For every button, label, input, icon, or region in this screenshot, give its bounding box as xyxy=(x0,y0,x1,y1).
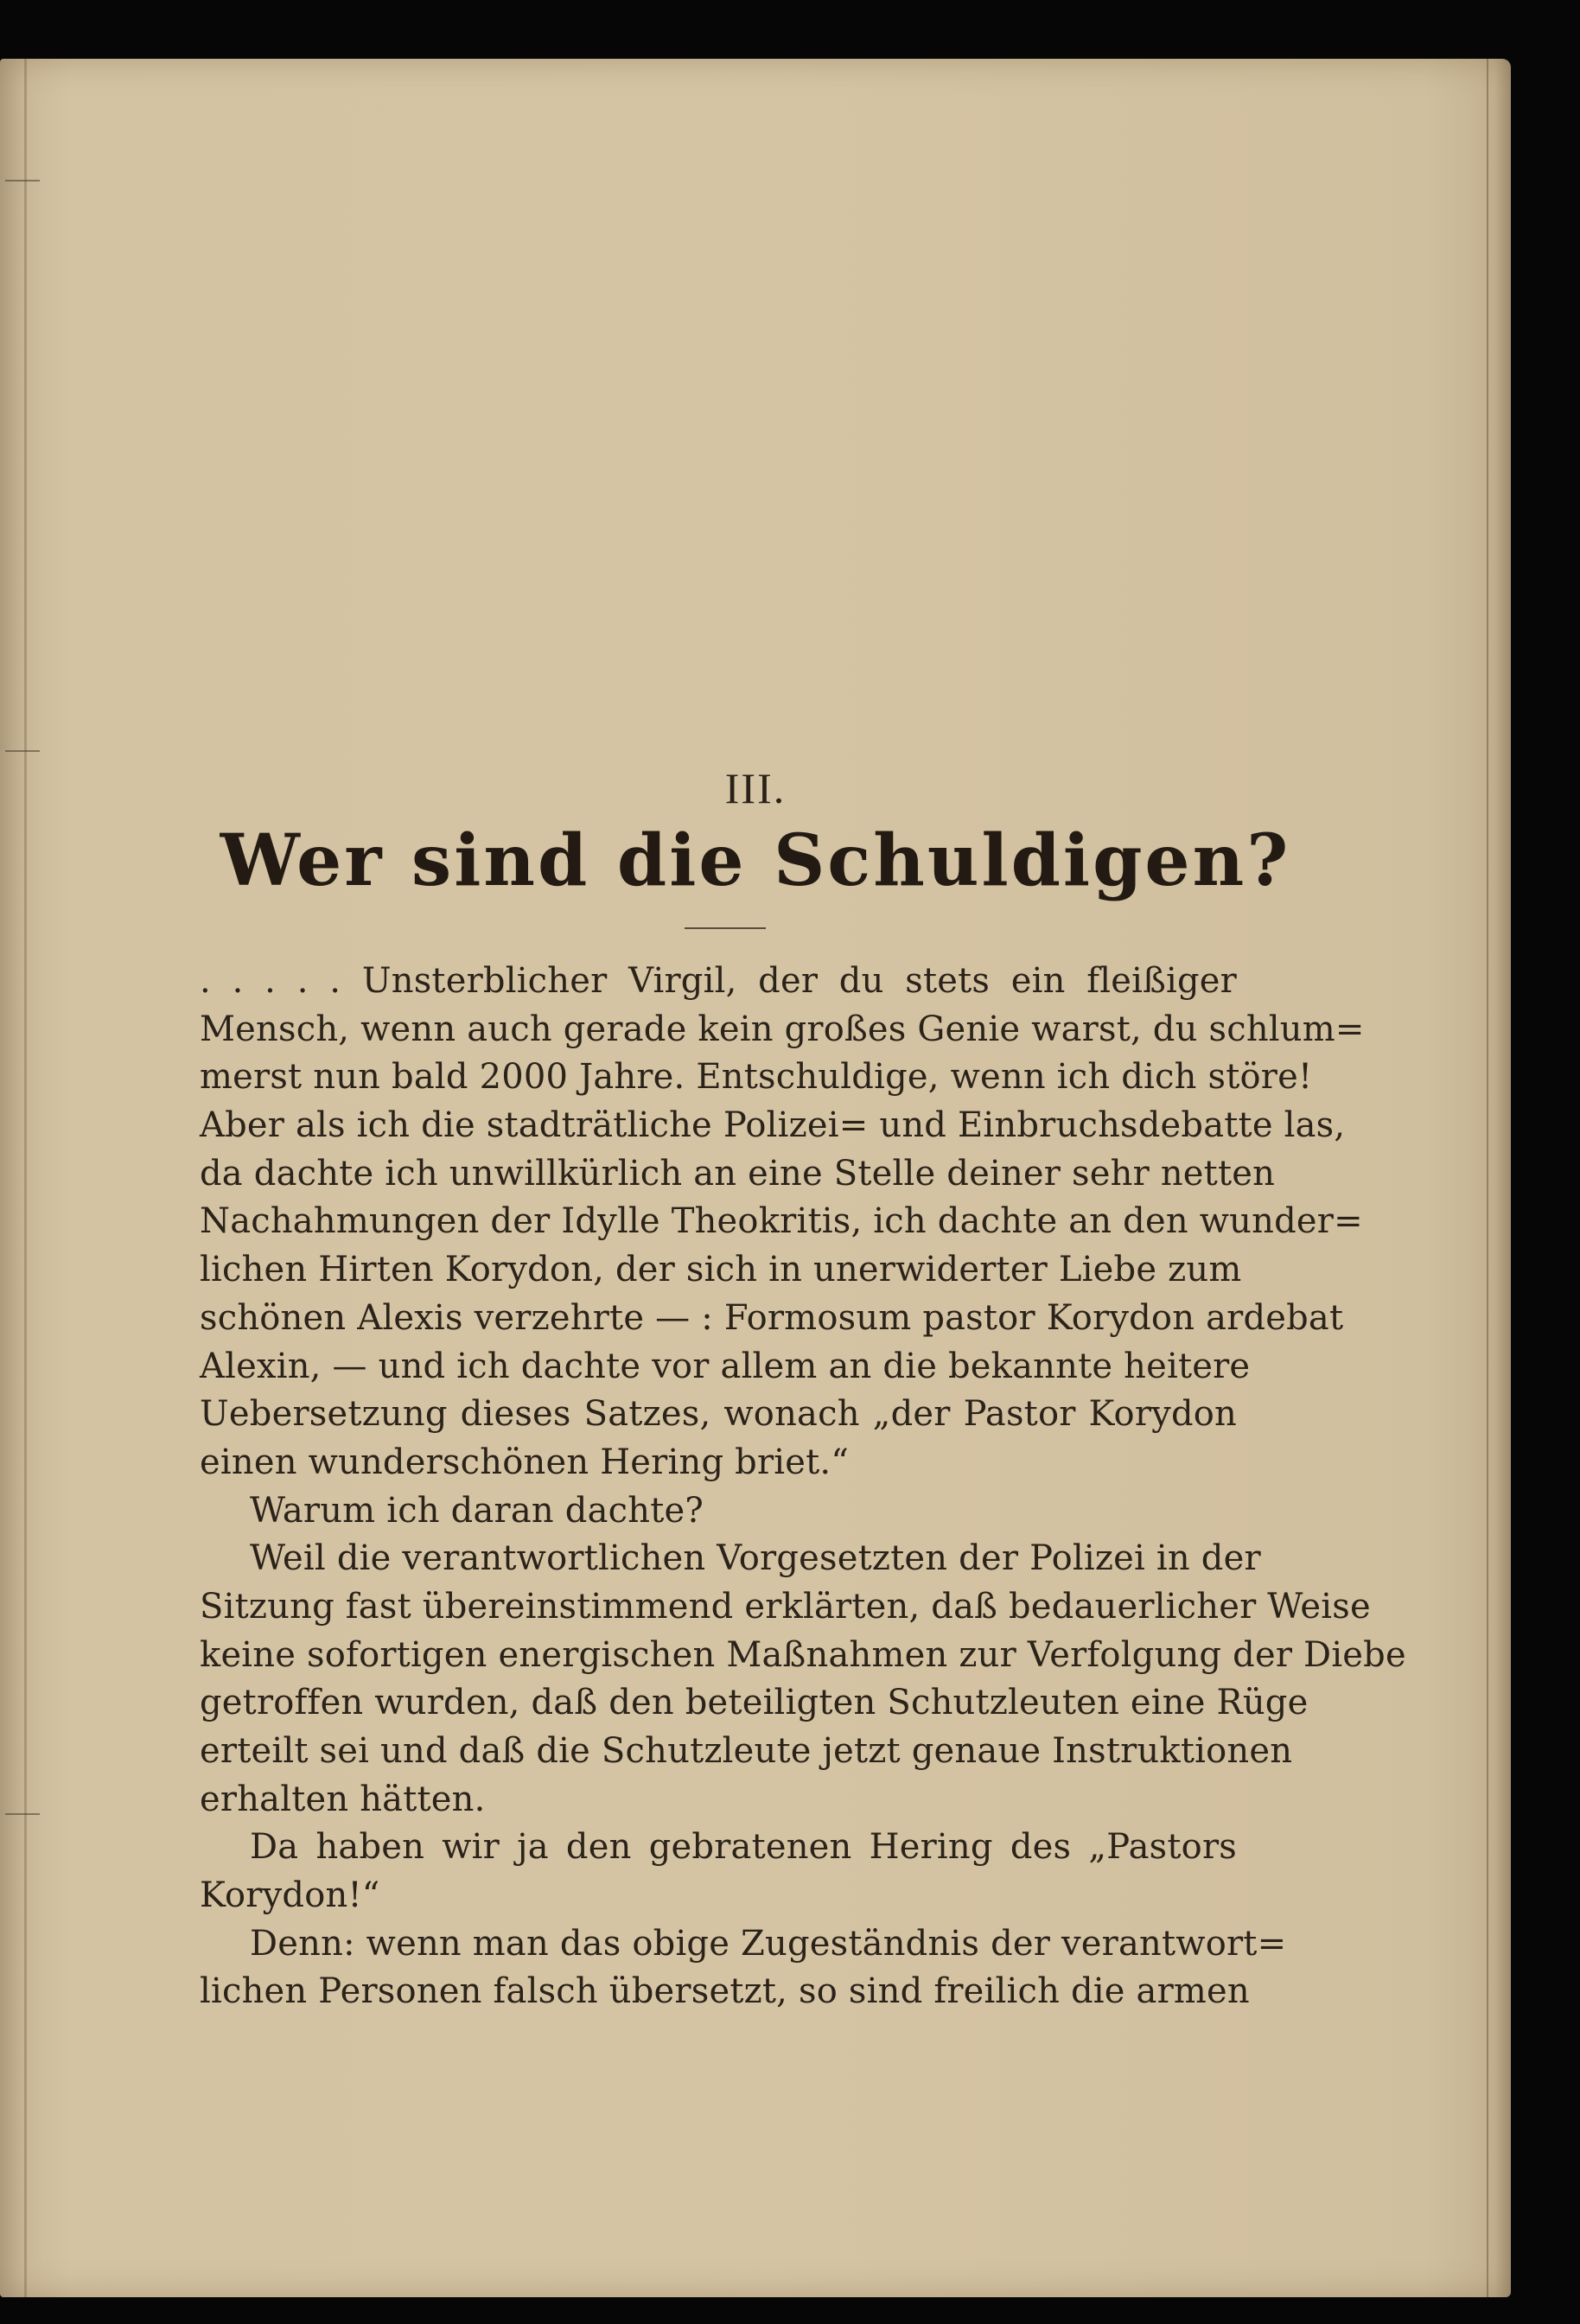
text-line: Uebersetzung dieses Satzes, wonach „der Pastor Korydon xyxy=(200,1394,1237,1435)
text-line: da dachte ich unwillkürlich an eine Stelle deiner sehr netten xyxy=(200,1153,1276,1194)
title-rule xyxy=(685,927,766,929)
text-line: erteilt sei und daß die Schutzleute jetzt genaue Instruktionen xyxy=(200,1731,1293,1771)
page-edge xyxy=(1487,59,1488,2297)
body-text xyxy=(200,958,1406,2016)
text-line: . . . . . Unsterblicher Virgil, der du stets ein fleißiger xyxy=(200,961,1237,1001)
text-line: Alexin, — und ich dachte vor allem an die bekannte heitere xyxy=(200,1346,1251,1386)
book-page xyxy=(0,59,1511,2297)
text-line: keine sofortigen energischen Maßnahmen zur Verfolgung der Diebe xyxy=(200,1634,1406,1675)
margin-mark xyxy=(5,750,40,752)
text-line: Nachahmungen der Idylle Theokritis, ich dachte an den wunder= xyxy=(200,1201,1363,1242)
text-line: getroffen wurden, daß den beteiligten Schutzleuten eine Rüge xyxy=(200,1683,1309,1723)
text-line: Aber als ich die stadträtliche Polizei= und Einbruchsdebatte las, xyxy=(200,1105,1346,1146)
text-line: erhalten hätten. xyxy=(200,1779,486,1819)
text-line: Denn: wenn man das obige Zugeständnis der verantwort= xyxy=(250,1923,1287,1964)
text-line: Da haben wir ja den gebratenen Hering des „Pastors xyxy=(250,1827,1237,1868)
page-fold-line xyxy=(24,59,27,2297)
text-line: merst nun bald 2000 Jahre. Entschuldige, wenn ich dich störe! xyxy=(200,1057,1313,1098)
margin-mark xyxy=(5,1813,40,1815)
text-line: Sitzung fast übereinstimmend erklärten, daß bedauerlicher Weise xyxy=(200,1586,1371,1627)
text-line: schönen Alexis verzehrte — : Formosum pastor Korydon ardebat xyxy=(200,1297,1344,1338)
chapter-number: III. xyxy=(724,764,787,812)
text-line: lichen Personen falsch übersetzt, so sind freilich die armen xyxy=(200,1971,1250,2012)
text-line: einen wunderschönen Hering briet.“ xyxy=(200,1442,849,1482)
margin-mark xyxy=(5,180,40,181)
text-line: Korydon!“ xyxy=(200,1875,380,1916)
chapter-title: Wer sind die Schuldigen? xyxy=(220,819,1291,902)
text-line: Warum ich daran dachte? xyxy=(250,1490,704,1531)
text-line: Mensch, wenn auch gerade kein großes Genie warst, du schlum= xyxy=(200,1009,1365,1049)
text-line: Weil die verantwortlichen Vorgesetzten der Polizei in der xyxy=(250,1538,1261,1579)
text-line: lichen Hirten Korydon, der sich in unerwiderter Liebe zum xyxy=(200,1250,1242,1290)
